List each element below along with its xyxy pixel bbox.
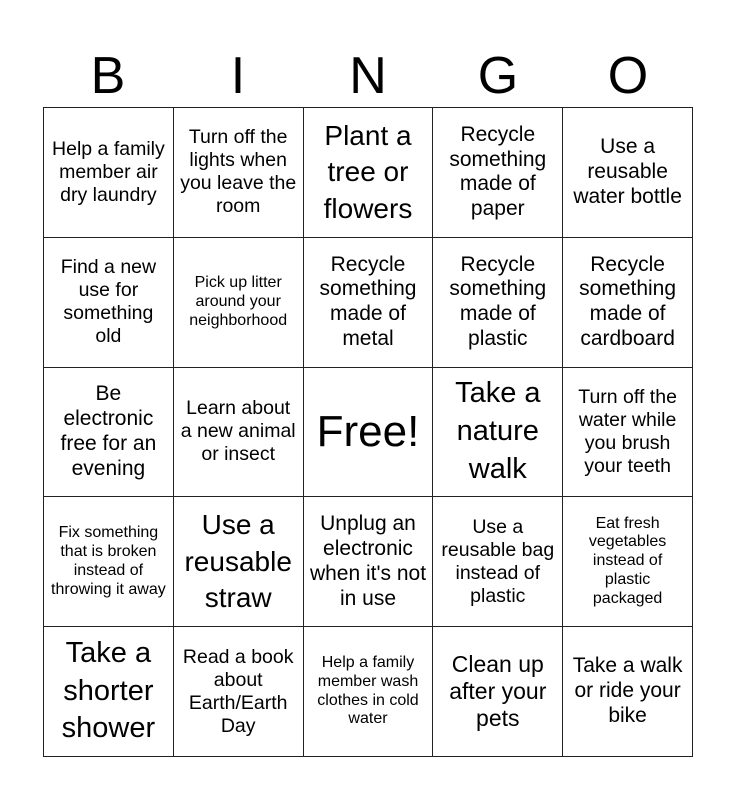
bingo-cell[interactable]: Help a family member air dry laundry	[44, 108, 174, 238]
free-space-cell[interactable]: Free!	[304, 368, 434, 498]
bingo-cell[interactable]: Take a shorter shower	[44, 627, 174, 757]
bingo-cell[interactable]: Fix something that is broken instead of throwing it away	[44, 497, 174, 627]
bingo-cell[interactable]: Use a reusable water bottle	[563, 108, 693, 238]
bingo-cell[interactable]: Eat fresh vegetables instead of plastic packaged	[563, 497, 693, 627]
bingo-cell[interactable]: Find a new use for something old	[44, 238, 174, 368]
header-letter-g: G	[477, 47, 519, 105]
bingo-cell[interactable]: Be electronic free for an evening	[44, 368, 174, 498]
bingo-cell[interactable]: Take a walk or ride your bike	[563, 627, 693, 757]
bingo-cell[interactable]: Use a reusable bag instead of plastic	[433, 497, 563, 627]
bingo-cell[interactable]: Recycle something made of paper	[433, 108, 563, 238]
bingo-cell[interactable]: Plant a tree or flowers	[304, 108, 434, 238]
bingo-cell[interactable]: Learn about a new animal or insect	[174, 368, 304, 498]
bingo-cell[interactable]: Turn off the lights when you leave the room	[174, 108, 304, 238]
bingo-cell[interactable]: Clean up after your pets	[433, 627, 563, 757]
bingo-cell[interactable]: Recycle something made of plastic	[433, 238, 563, 368]
bingo-header	[43, 46, 693, 106]
header-letter-i: I	[230, 47, 246, 105]
bingo-cell[interactable]: Pick up litter around your neighborhood	[174, 238, 304, 368]
bingo-cell[interactable]: Recycle something made of metal	[304, 238, 434, 368]
bingo-card	[43, 107, 693, 757]
bingo-cell[interactable]: Help a family member wash clothes in cold water	[304, 627, 434, 757]
bingo-cell[interactable]: Read a book about Earth/Earth Day	[174, 627, 304, 757]
header-letter-b: B	[90, 47, 126, 105]
header-letter-n: N	[349, 47, 387, 105]
header-letter-o: O	[607, 47, 649, 105]
bingo-cell[interactable]: Turn off the water while you brush your teeth	[563, 368, 693, 498]
bingo-cell[interactable]: Recycle something made of cardboard	[563, 238, 693, 368]
bingo-cell[interactable]: Take a nature walk	[433, 368, 563, 498]
bingo-cell[interactable]: Use a reusable straw	[174, 497, 304, 627]
bingo-cell[interactable]: Unplug an electronic when it's not in use	[304, 497, 434, 627]
